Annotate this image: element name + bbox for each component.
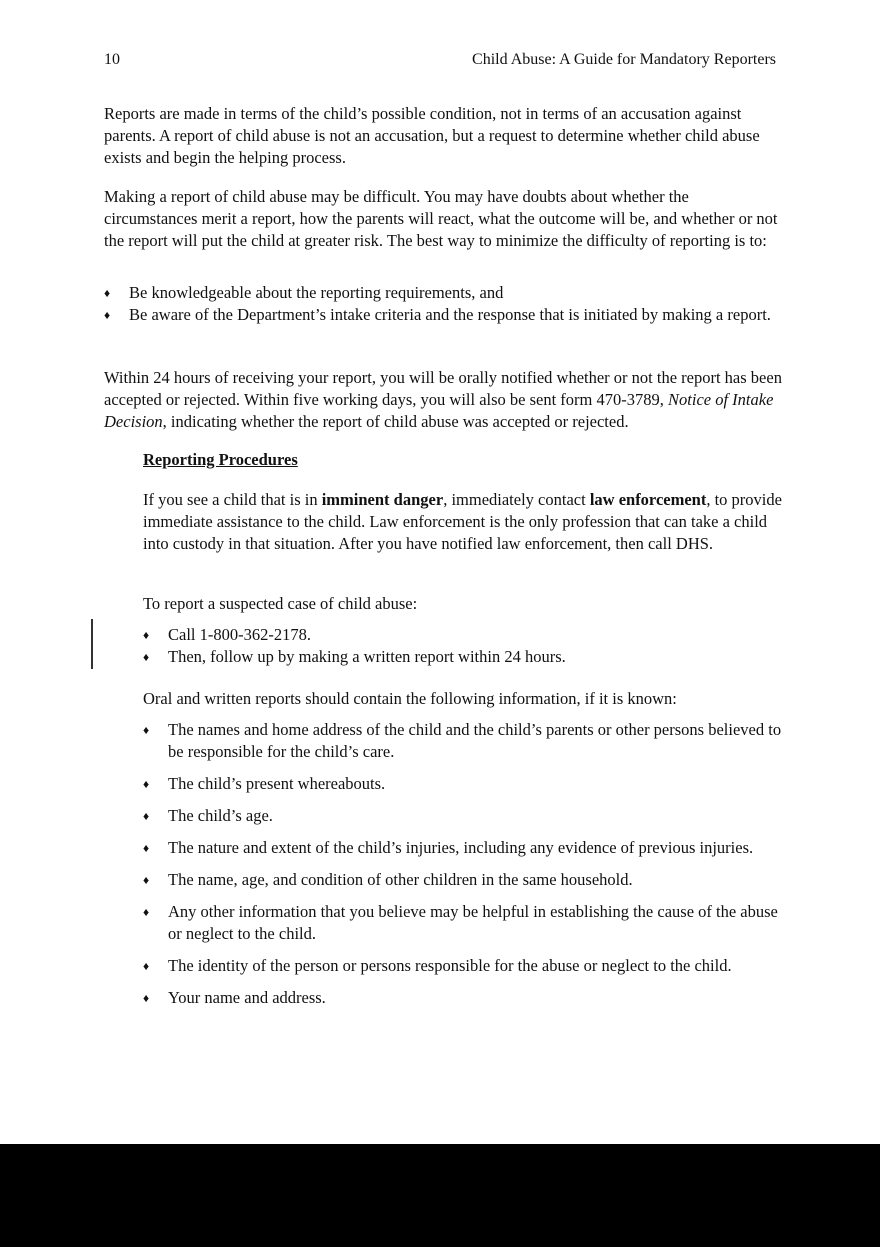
- list-item: ♦ Be aware of the Department’s intake criteria and the response that is initiated by making a report.: [104, 305, 771, 324]
- diamond-bullet-icon: ♦: [143, 905, 150, 919]
- diamond-bullet-icon: ♦: [104, 286, 111, 300]
- emphasis-law-enforcement: law enforcement: [589, 490, 707, 509]
- list-item: ♦ The child’s present whereabouts.: [143, 774, 386, 793]
- section-heading: Reporting Procedures: [143, 450, 298, 469]
- list-item: ♦ The names and home address of the child and the child’s parents or other persons believed to be responsible for the child’s care.: [143, 720, 782, 761]
- paragraph-to-report: To report a suspected case of child abuse:: [143, 594, 418, 613]
- diamond-bullet-icon: ♦: [143, 809, 150, 823]
- diamond-bullet-icon: ♦: [143, 959, 150, 973]
- diamond-bullet-icon: ♦: [143, 628, 150, 642]
- list-item: ♦ The nature and extent of the child’s injuries, including any evidence of previous injuries.: [143, 838, 754, 857]
- diamond-bullet-icon: ♦: [143, 873, 150, 887]
- diamond-bullet-icon: ♦: [143, 991, 150, 1005]
- list-item: ♦ Be knowledgeable about the reporting requirements, and: [104, 283, 504, 302]
- running-title: Child Abuse: A Guide for Mandatory Reporters: [472, 51, 776, 68]
- revision-change-bar: [91, 619, 93, 669]
- list-item: ♦ The identity of the person or persons responsible for the abuse or neglect to the child.: [143, 956, 732, 975]
- diamond-bullet-icon: ♦: [104, 308, 111, 322]
- list-item: ♦ Any other information that you believe may be helpful in establishing the cause of the abuse or neglect to the child.: [143, 902, 778, 943]
- page-header: [104, 50, 776, 70]
- diamond-bullet-icon: ♦: [143, 841, 150, 855]
- diamond-bullet-icon: ♦: [143, 723, 150, 737]
- minimize-difficulty-list: [104, 282, 784, 326]
- paragraph-difficulty: Making a report of child abuse may be difficult. You may have doubts about whether the circumstances merit a report, how the parents will react, what the outcome will be, and whether or not the report will put the child at greater risk. The best way to minimize the difficulty of reporting is to:: [104, 187, 778, 250]
- list-item: ♦ Then, follow up by making a written report within 24 hours.: [143, 647, 566, 666]
- list-item: ♦ The child’s age.: [143, 806, 273, 825]
- page-number: 10: [104, 51, 120, 68]
- paragraph-notification: Within 24 hours of receiving your report, you will be orally notified whether or not the report has been accepted or rejected. Within five working days, you will also be sent form 470-3789, Notice of Intake Decision, indicating whether the report of child abuse was accepted or rejected.: [104, 368, 782, 431]
- paragraph-report-not-accusation: Reports are made in terms of the child’s possible condition, not in terms of an accusation against parents. A report of child abuse is not an accusation, but a request to determine whether child abuse exists and begin the helping process.: [104, 104, 760, 167]
- list-item: ♦ The name, age, and condition of other children in the same household.: [143, 870, 633, 889]
- diamond-bullet-icon: ♦: [143, 777, 150, 791]
- list-item: ♦ Call 1-800-362-2178.: [143, 625, 311, 644]
- report-information-list: [143, 719, 783, 1019]
- emphasis-imminent-danger: imminent danger: [321, 490, 444, 509]
- black-band: [0, 1144, 880, 1247]
- diamond-bullet-icon: ♦: [143, 650, 150, 664]
- form-title: Notice of Intake Decision: [104, 390, 774, 431]
- list-item: ♦ Your name and address.: [143, 988, 326, 1007]
- paragraph-imminent-danger: If you see a child that is in imminent danger, immediately contact law enforcement, to provide immediate assistance to the child. Law enforcement is the only profession that can take a child into custody in that situation. After you have notified law enforcement, then call DHS.: [143, 490, 782, 553]
- report-steps-list: [143, 624, 783, 668]
- paragraph-info-intro: Oral and written reports should contain the following information, if it is known:: [143, 689, 677, 708]
